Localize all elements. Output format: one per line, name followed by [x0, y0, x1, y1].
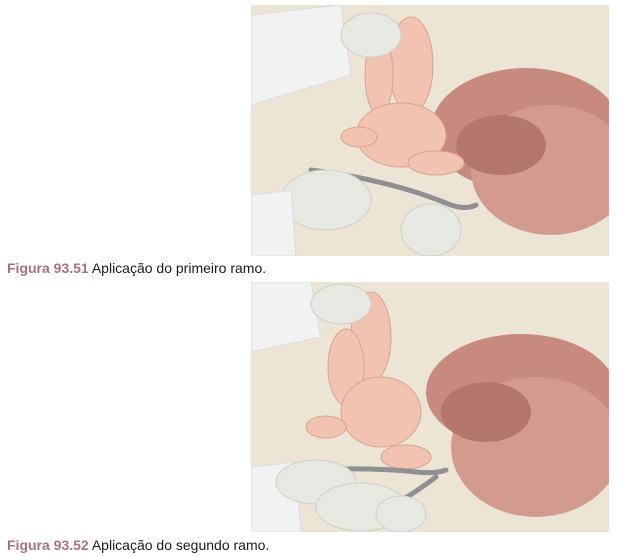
figure-label: Figura 93.51: [7, 260, 89, 276]
figure-93-52-image: [251, 282, 609, 532]
gloved-hand-top: [341, 13, 401, 57]
figure-caption-text: Aplicação do segundo ramo.: [91, 537, 270, 553]
figure-caption-text: Aplicação do primeiro ramo.: [91, 260, 267, 276]
gloved-hand-left: [281, 170, 371, 230]
figure-93-51-image: [251, 5, 609, 256]
gloved-hand-right: [401, 204, 461, 256]
gloved-hand-top: [311, 284, 371, 324]
figure-label: Figura 93.52: [7, 537, 89, 553]
figure-93-51-caption: [7, 260, 266, 276]
figure-93-52-caption: [7, 537, 269, 553]
